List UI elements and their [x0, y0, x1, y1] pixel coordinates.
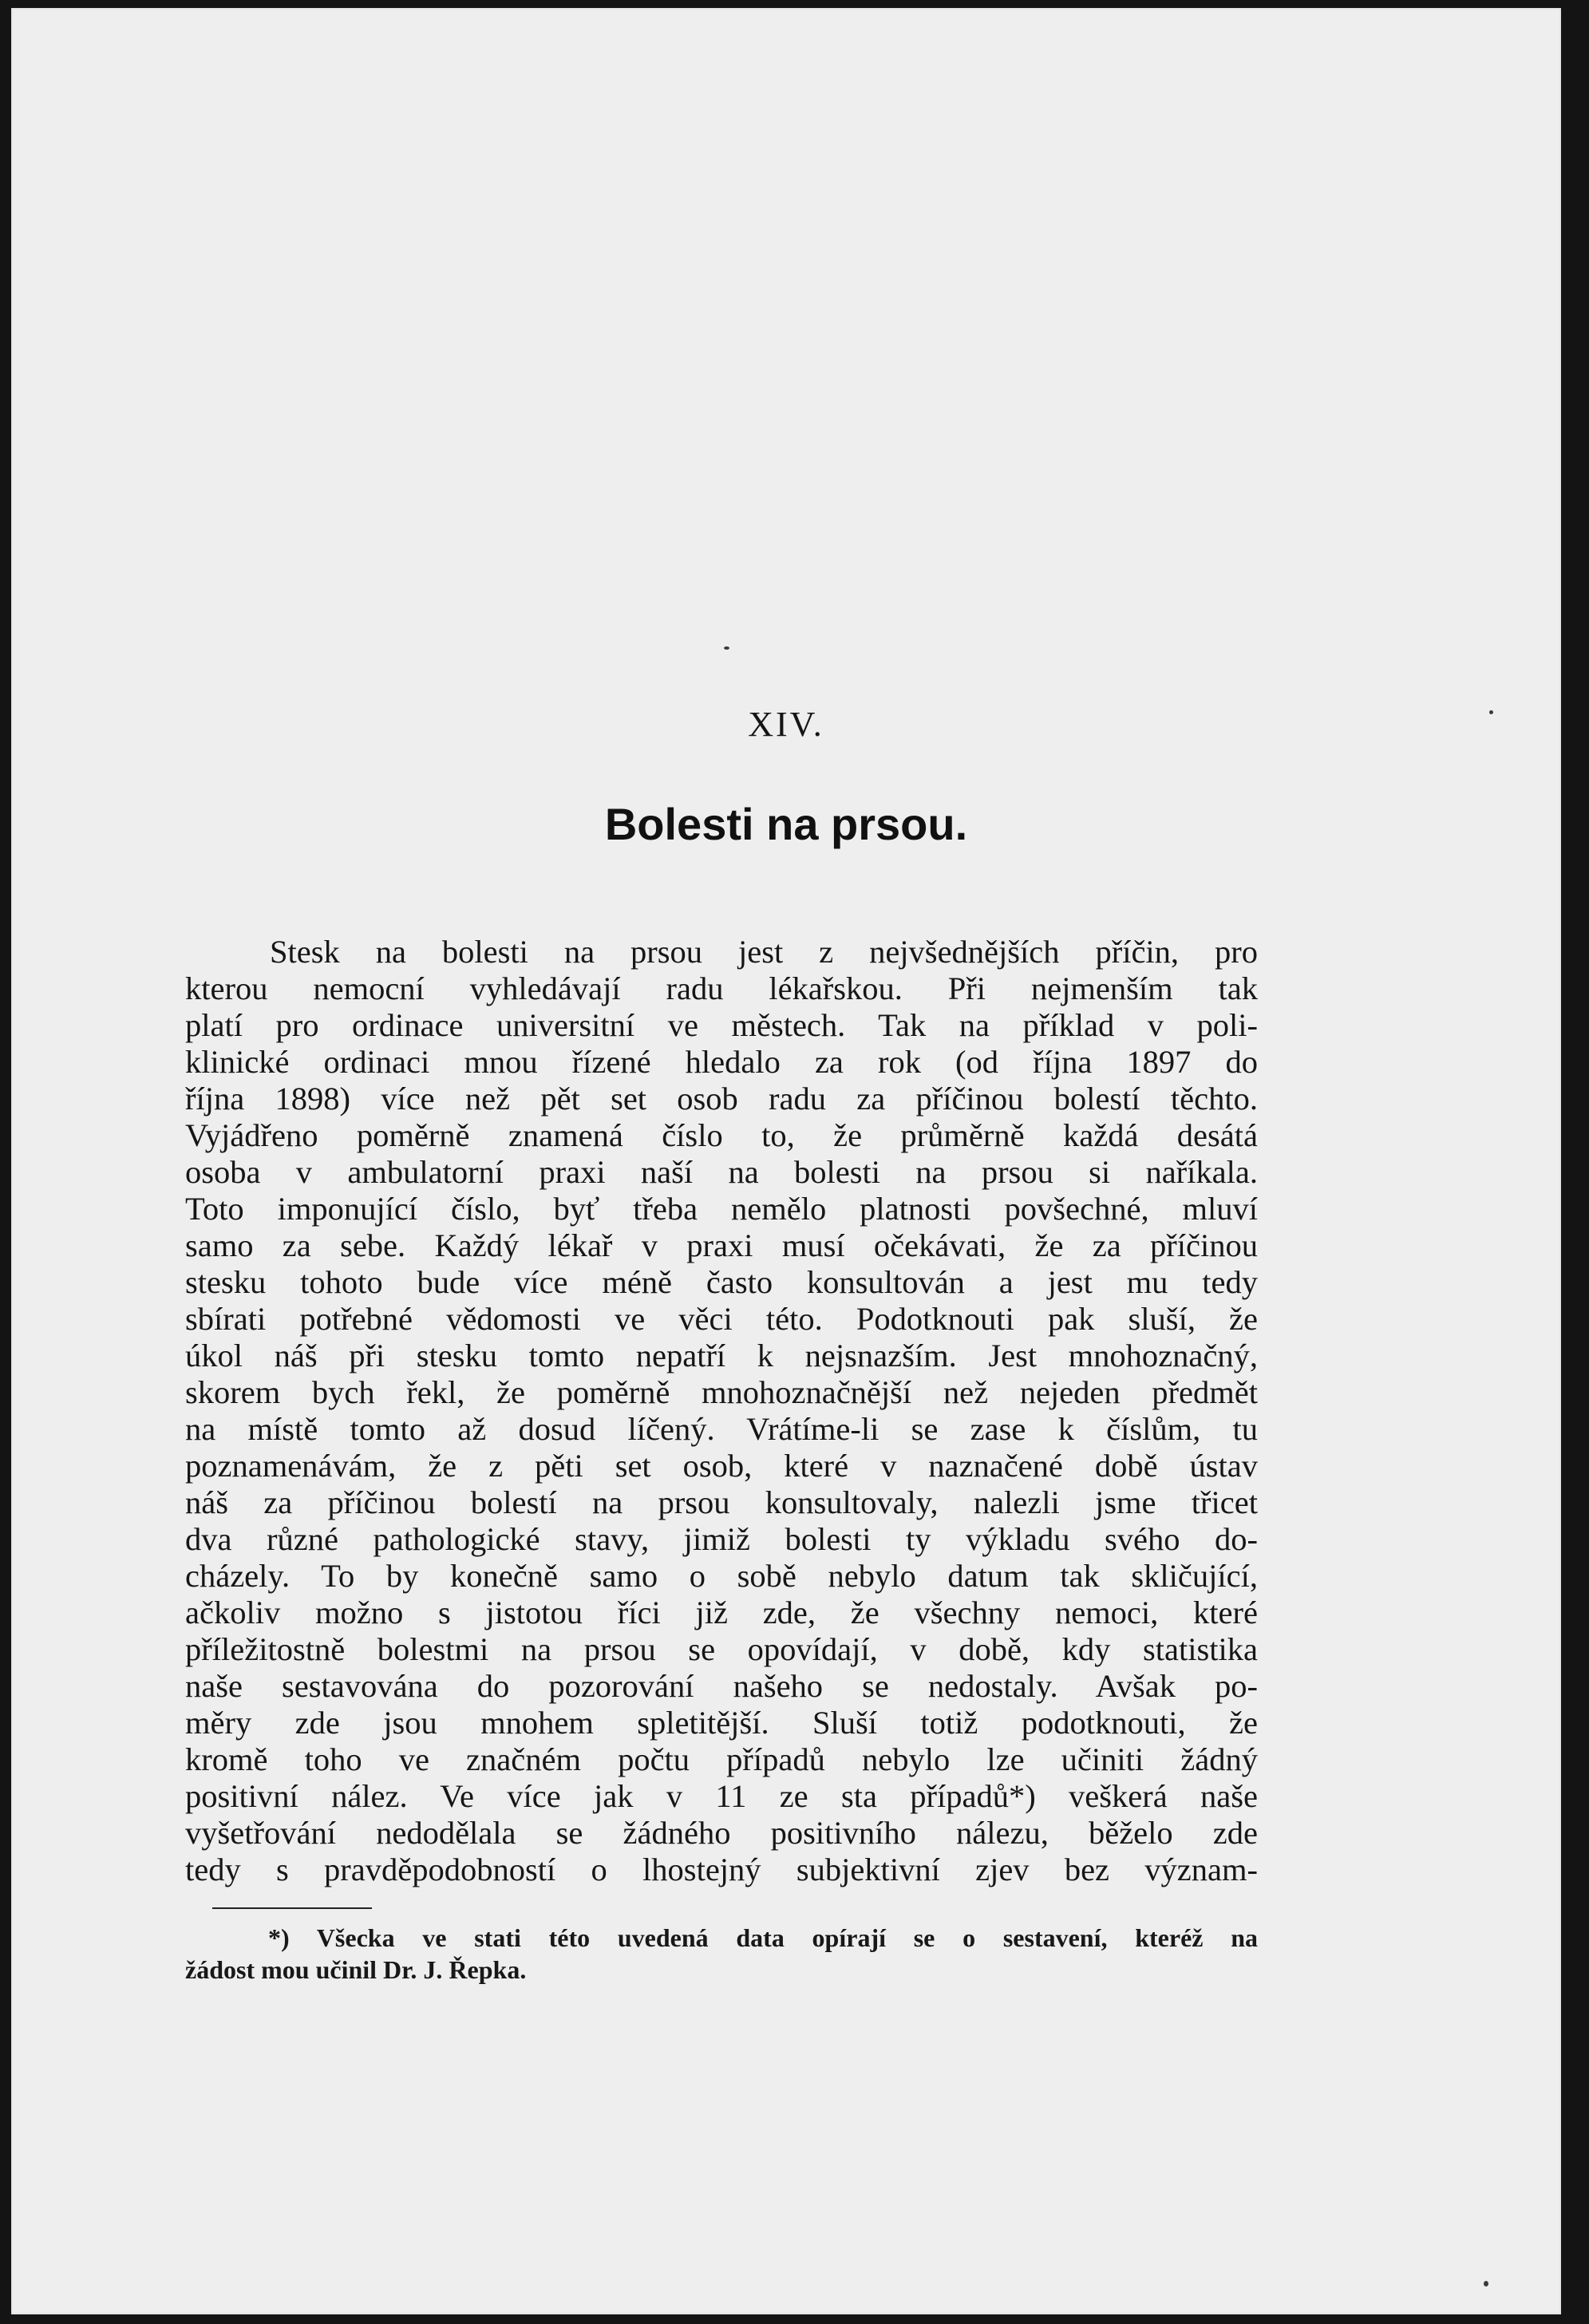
- text-line: positivní nález. Ve více jak v 11 ze sta případů*) veškerá naše: [185, 1778, 1258, 1814]
- text-line: kterou nemocní vyhledávají radu lékařskou. Při nejmenším tak: [185, 970, 1258, 1006]
- text-line: stesku tohoto bude více méně často konsultován a jest mu tedy: [185, 1264, 1258, 1300]
- chapter-title: Bolesti na prsou.: [604, 799, 968, 849]
- book-page: [11, 8, 1561, 2314]
- text-line: skorem bych řekl, že poměrně mnohoznačnější než nejeden předmět: [185, 1374, 1258, 1410]
- footnote: [185, 1922, 1258, 1986]
- footnote-line: *) Všecka ve stati této uvedená data opírají se o sestavení, kteréž na: [268, 1923, 1258, 1952]
- text-line: vyšetřování nedodělala se žádného positivního nálezu, běželo zde: [185, 1815, 1258, 1851]
- text-line: osoba v ambulatorní praxi naší na bolesti na prsou si naříkala.: [185, 1154, 1258, 1190]
- text-line: úkol náš při stesku tomto nepatří k nejsnazším. Jest mnohoznačný,: [185, 1338, 1258, 1373]
- text-line: tedy s pravděpodobností o lhostejný subjektivní zjev bez význam-: [185, 1852, 1258, 1887]
- text-line: samo za sebe. Každý lékař v praxi musí očekávati, že za příčinou: [185, 1227, 1258, 1263]
- text-line: platí pro ordinace universitní ve městech. Tak na příklad v poli-: [185, 1007, 1258, 1043]
- text-line: poznamenávám, že z pěti set osob, které v naznačené době ústav: [185, 1448, 1258, 1484]
- text-line: sbírati potřebné vědomosti ve věci této. Podotknouti pak sluší, že: [185, 1301, 1258, 1337]
- page-speck: [1484, 2281, 1488, 2286]
- text-line: kromě toho ve značném počtu případů nebylo lze učiniti žádný: [185, 1741, 1258, 1777]
- chapter-number: XIV.: [748, 705, 824, 744]
- text-line: ačkoliv možno s jistotou říci již zde, že všechny nemoci, které: [185, 1595, 1258, 1630]
- text-line: náš za příčinou bolestí na prsou konsultovaly, nalezli jsme třicet: [185, 1484, 1258, 1520]
- footnote-line: žádost mou učinil Dr. J. Řepka.: [185, 1955, 527, 1984]
- footnote-divider: [212, 1907, 372, 1909]
- text-line: klinické ordinaci mnou řízené hledalo za rok (od října 1897 do: [185, 1044, 1258, 1080]
- text-line: Stesk na bolesti na prsou jest z nejvšednějších příčin, pro: [270, 934, 1258, 970]
- text-line: října 1898) více než pět set osob radu za příčinou bolestí těchto.: [185, 1081, 1258, 1117]
- body-paragraph: [185, 934, 1258, 1888]
- text-line: Vyjádřeno poměrně znamená číslo to, že průměrně každá desátá: [185, 1117, 1258, 1153]
- text-line: Toto imponující číslo, byť třeba nemělo platnosti povšechné, mluví: [185, 1191, 1258, 1227]
- text-line: příležitostně bolestmi na prsou se opovídají, v době, kdy statistika: [185, 1631, 1258, 1667]
- text-line: dva různé pathologické stavy, jimiž bolesti ty výkladu svého do-: [185, 1521, 1258, 1557]
- text-line: cházely. To by konečně samo o sobě nebylo datum tak skličující,: [185, 1558, 1258, 1594]
- text-line: naše sestavována do pozorování našeho se nedostaly. Avšak po-: [185, 1668, 1258, 1704]
- text-line: měry zde jsou mnohem spletitější. Sluší totiž podotknouti, že: [185, 1705, 1258, 1741]
- text-line: na místě tomto až dosud líčený. Vrátíme-li se zase k číslům, tu: [185, 1411, 1258, 1447]
- page-speck: [724, 646, 729, 650]
